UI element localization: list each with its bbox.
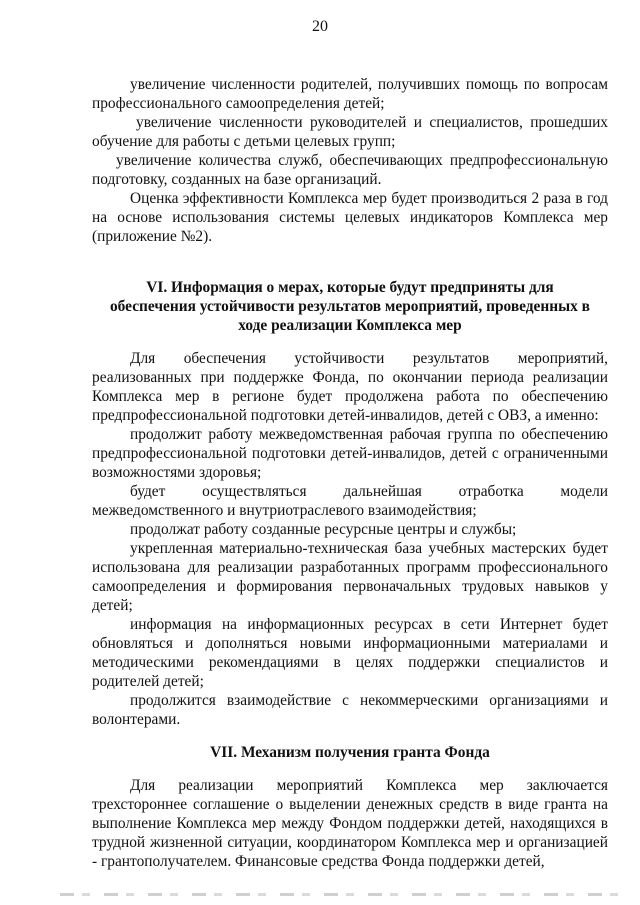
list-item: информация на информационных ресурсах в сети Интернет будет обновляться и дополняться новыми информационными материалами и методическими рекомендациями в целях поддержки специалистов и родителей детей;: [92, 616, 608, 690]
section-6-heading: [92, 278, 608, 335]
section-6-body: [92, 349, 608, 729]
heading-line: VI. Информация о мерах, которые будут предприняты для: [146, 279, 554, 296]
page-number: 20: [312, 18, 328, 35]
section-7-heading: VII. Механизм получения гранта Фонда: [210, 744, 490, 761]
paragraph-services-count: увеличение количества служб, обеспечивающих предпрофессиональную подготовку, созданных на базе организаций.: [92, 152, 608, 188]
paragraph-sustainability-intro: Для обеспечения устойчивости результатов мероприятий, реализованных при поддержке Фонда, по окончании периода реализации Комплекса мер в регионе будет продолжена работа по обеспечению предпрофессиональной подготовки детей-инвалидов, детей с ОВЗ, а именно:: [92, 350, 608, 424]
heading-line: ходе реализации Комплекса мер: [238, 317, 462, 334]
heading-line: обеспечения устойчивости результатов мероприятий, проведенных в: [109, 298, 590, 315]
list-item: продолжит работу межведомственная рабочая группа по обеспечению предпрофессиональной подготовки детей-инвалидов, детей с ограниченными возможностями здоровья;: [92, 426, 608, 481]
document-body: [92, 75, 608, 871]
paragraph-specialists-count: увеличение численности руководителей и специалистов, прошедших обучение для работы с детьми целевых групп;: [92, 114, 608, 150]
scan-artifact: [60, 893, 620, 896]
list-item: продолжится взаимодействие с некоммерческими организациями и волонтерами.: [92, 692, 608, 728]
list-item: продолжат работу созданные ресурсные центры и службы;: [130, 521, 517, 538]
paragraph-efficiency-evaluation: Оценка эффективности Комплекса мер будет производиться 2 раза в год на основе использования системы целевых индикаторов Комплекса мер (приложение №2).: [92, 190, 608, 245]
paragraph-parents-count: увеличение численности родителей, получивших помощь по вопросам профессионального самоопределения детей;: [92, 76, 608, 112]
list-item: будет осуществляться дальнейшая отработка модели межведомственного и внутриотраслевого взаимодействия;: [92, 483, 608, 519]
paragraph-grant-mechanism: Для реализации мероприятий Комплекса мер заключается трехстороннее соглашение о выделении денежных средств в виде гранта на выполнение Комплекса мер между Фондом поддержки детей, находящихся в трудной жизненной ситуации, координатором Комплекса мер и организацией - грантополучателем. Финансовые средства Фонда поддержки детей,: [92, 777, 608, 870]
list-item: укрепленная материально-техническая база учебных мастерских будет использована для реализации разработанных программ профессионального самоопределения и формирования первоначальных трудовых навыков у детей;: [92, 540, 608, 614]
